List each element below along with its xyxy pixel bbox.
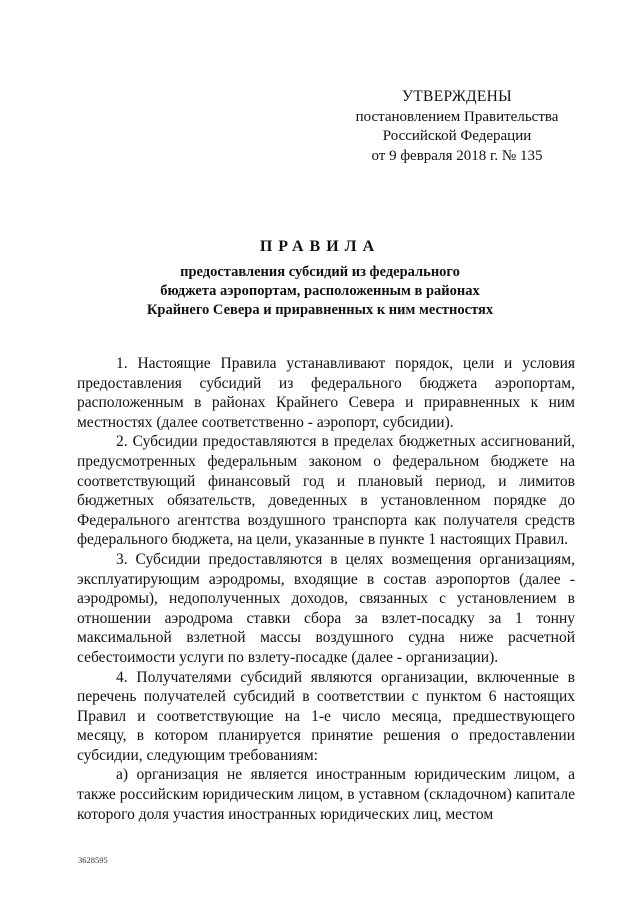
document-body (77, 354, 575, 824)
paragraph-3: 3. Субсидии предоставляются в целях возмещения организациям, эксплуатирующим аэродромы, входящие в состав аэропортов (далее - аэродромы), недополученных доходов, связанных с установлением в отношении аэродрома ставки сбора за взлет-посадку за 1 тонну максимальной взлетной массы воздушного судна ниже расчетной себестоимости услуги по взлету-посадке (далее - организации). (77, 550, 575, 666)
approval-line-2: Российской Федерации (382, 128, 532, 144)
document-code: 3628595 (78, 855, 108, 865)
document-subtitle (120, 263, 520, 320)
approval-heading: УТВЕРЖДЕНЫ (402, 88, 512, 105)
paragraph-2: 2. Субсидии предоставляются в пределах бюджетных ассигнований, предусмотренных федеральным законом о федеральном бюджете на соответствующий финансовый год и плановый период, и лимитов бюджетных обязательств, доведенных в установленном порядке до Федерального агентства воздушного транспорта как получателя средств федерального бюджета, на цели, указанные в пункте 1 настоящих Правил. (77, 433, 575, 549)
paragraph-1: 1. Настоящие Правила устанавливают порядок, цели и условия предоставления субсидий из федерального бюджета аэропортам, расположенным в районах Крайнего Севера и приравненных к ним местностях (далее соответственно - аэропорт, субсидии). (77, 355, 575, 431)
paragraph-4a: а) организация не является иностранным юридическим лицом, а также российским юридическим лицом, в уставном (складочном) капитале которого доля участия иностранных юридических лиц, местом (77, 766, 575, 823)
approval-stamp (342, 87, 572, 166)
approval-line-1: постановлением Правительства (355, 108, 559, 125)
approval-line-3: от 9 февраля 2018 г. № 135 (371, 147, 543, 164)
subtitle-line-3: Крайнего Севера и приравненных к ним местностях (146, 302, 494, 318)
document-title: ПРАВИЛА (259, 238, 381, 255)
paragraph-4: 4. Получателями субсидий являются организации, включенные в перечень получателей субсидий в соответствии с пунктом 6 настоящих Правил и соответствующие на 1-е число месяца, предшествующего месяцу, в котором планируется принятие решения о предоставлении субсидии, следующим требованиям: (77, 668, 575, 764)
subtitle-line-2: бюджета аэропортам, расположенным в районах (160, 283, 480, 299)
subtitle-line-1: предоставления субсидий из федерального (180, 264, 460, 280)
